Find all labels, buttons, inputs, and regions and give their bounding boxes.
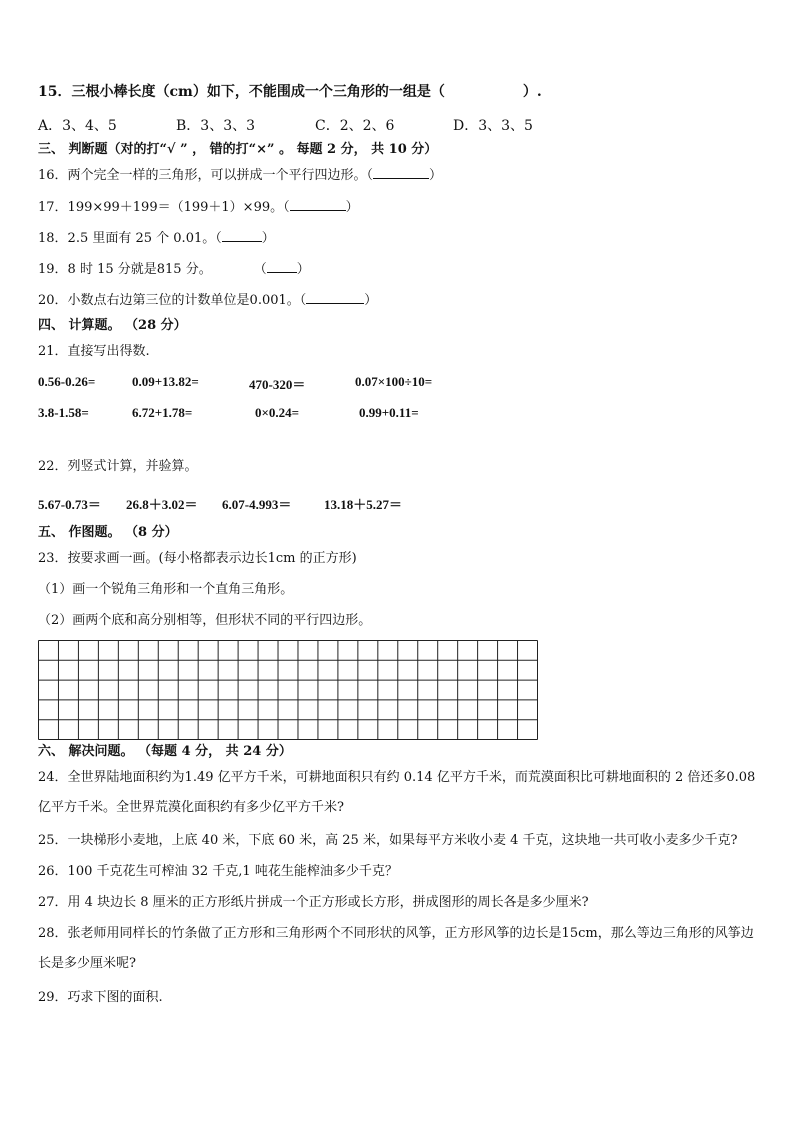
question-15-stem-end: ）. <box>522 84 542 100</box>
calc-row3-4: 13.18＋5.27＝ <box>324 497 403 512</box>
question-20-end: ） <box>364 293 378 308</box>
question-18-text: 18．2.5 里面有 25 个 0.01。（ <box>38 231 222 246</box>
option-d: D．3、3、5 <box>453 118 533 134</box>
question-23-part-1: （1）画一个锐角三角形和一个直角三角形。 <box>38 582 294 597</box>
option-b: B．3、3、3 <box>176 118 256 134</box>
calc-row3-1: 5.67-0.73＝ <box>38 497 101 512</box>
calc-row2-4: 0.99+0.11= <box>359 405 419 420</box>
calc-row2-2: 6.72+1.78= <box>132 405 193 420</box>
answer-blank-17[interactable] <box>290 198 346 211</box>
option-c: C．2、2、6 <box>315 118 395 134</box>
question-21: 21．直接写出得数. <box>38 344 150 359</box>
question-22: 22．列竖式计算，并验算。 <box>38 459 198 474</box>
question-19-end: ） <box>296 262 310 277</box>
question-19 <box>38 260 310 279</box>
question-28: 28．张老师用同样长的竹条做了正方形和三角形两个不同形状的风筝，正方形风筝的边长是15cm，那么等边三角形的风筝边长是多少厘米呢? <box>38 926 754 971</box>
calc-row1-2: 0.09+13.82= <box>132 374 199 389</box>
question-15-stem: 15．三根小棒长度（cm）如下，不能围成一个三角形的一组是（ <box>38 84 445 100</box>
grid-lines <box>38 640 538 740</box>
question-19-text: 19．8 时 15 分就是815 分。 <box>38 262 212 277</box>
question-16-end: ） <box>429 168 443 183</box>
question-27: 27．用 4 块边长 8 厘米的正方形纸片拼成一个正方形或长方形，拼成图形的周长各是多少厘米? <box>38 895 589 910</box>
question-20-text: 20．小数点右边第三位的计数单位是0.001。（ <box>38 293 307 308</box>
question-29: 29．巧求下图的面积. <box>38 990 163 1005</box>
question-19-open: （ <box>253 262 267 277</box>
calc-row3-3: 6.07-4.993＝ <box>222 497 292 512</box>
question-26: 26．100 千克花生可榨油 32 千克,1 吨花生能榨油多少千克？ <box>38 864 398 879</box>
question-17 <box>38 198 359 217</box>
calc-row2-1: 3.8-1.58= <box>38 405 89 420</box>
answer-blank-15[interactable] <box>445 84 523 96</box>
question-17-end: ） <box>345 200 359 215</box>
drawing-grid[interactable] <box>38 640 538 740</box>
question-16-text: 16．两个完全一样的三角形，可以拼成一个平行四边形。（ <box>38 168 374 183</box>
question-18-end: ） <box>261 231 275 246</box>
question-18 <box>38 229 275 248</box>
calc-row1-4: 0.07×100÷10= <box>355 374 433 389</box>
question-15 <box>38 83 542 101</box>
question-25: 25．一块梯形小麦地，上底 40 米，下底 60 米，高 25 米，如果每平方米收小麦 4 千克，这块地一共可收小麦多少千克? <box>38 833 738 848</box>
section-4-title: 四、 计算题。 （28 分） <box>38 318 187 333</box>
answer-blank-18[interactable] <box>222 229 262 242</box>
calc-row1-1: 0.56-0.26= <box>38 374 96 389</box>
question-17-text: 17．199×99＋199＝（199＋1）×99。（ <box>38 200 290 215</box>
calc-row3-2: 26.8＋3.02＝ <box>126 497 198 512</box>
calc-row1-3: 470-320＝ <box>249 377 306 392</box>
question-23: 23．按要求画一画。(每小格都表示边长1cm 的正方形) <box>38 551 357 566</box>
question-24: 24．全世界陆地面积约为1.49 亿平方千米，可耕地面积只有约 0.14 亿平方千米，而荒漠面积比可耕地面积的 2 倍还多0.08 亿平方千米。全世界荒漠化面积约有多少亿平方千米? <box>38 770 756 815</box>
section-6-title: 六、 解决问题。 （每题 4 分， 共 24 分） <box>38 744 292 759</box>
section-3-title: 三、 判断题（对的打“√ ” ， 错的打“×” 。 每题 2 分， 共 10 分） <box>38 142 438 157</box>
answer-blank-20[interactable] <box>306 291 364 304</box>
calc-row2-3: 0×0.24= <box>255 405 300 420</box>
section-5-title: 五、 作图题。 （8 分） <box>38 525 178 540</box>
answer-blank-19[interactable] <box>267 260 297 273</box>
option-a: A．3、4、5 <box>38 118 117 134</box>
question-23-part-2: （2）画两个底和高分别相等，但形状不同的平行四边形。 <box>38 613 372 628</box>
question-20 <box>38 291 377 310</box>
question-16 <box>38 166 442 185</box>
answer-blank-16[interactable] <box>373 166 429 179</box>
